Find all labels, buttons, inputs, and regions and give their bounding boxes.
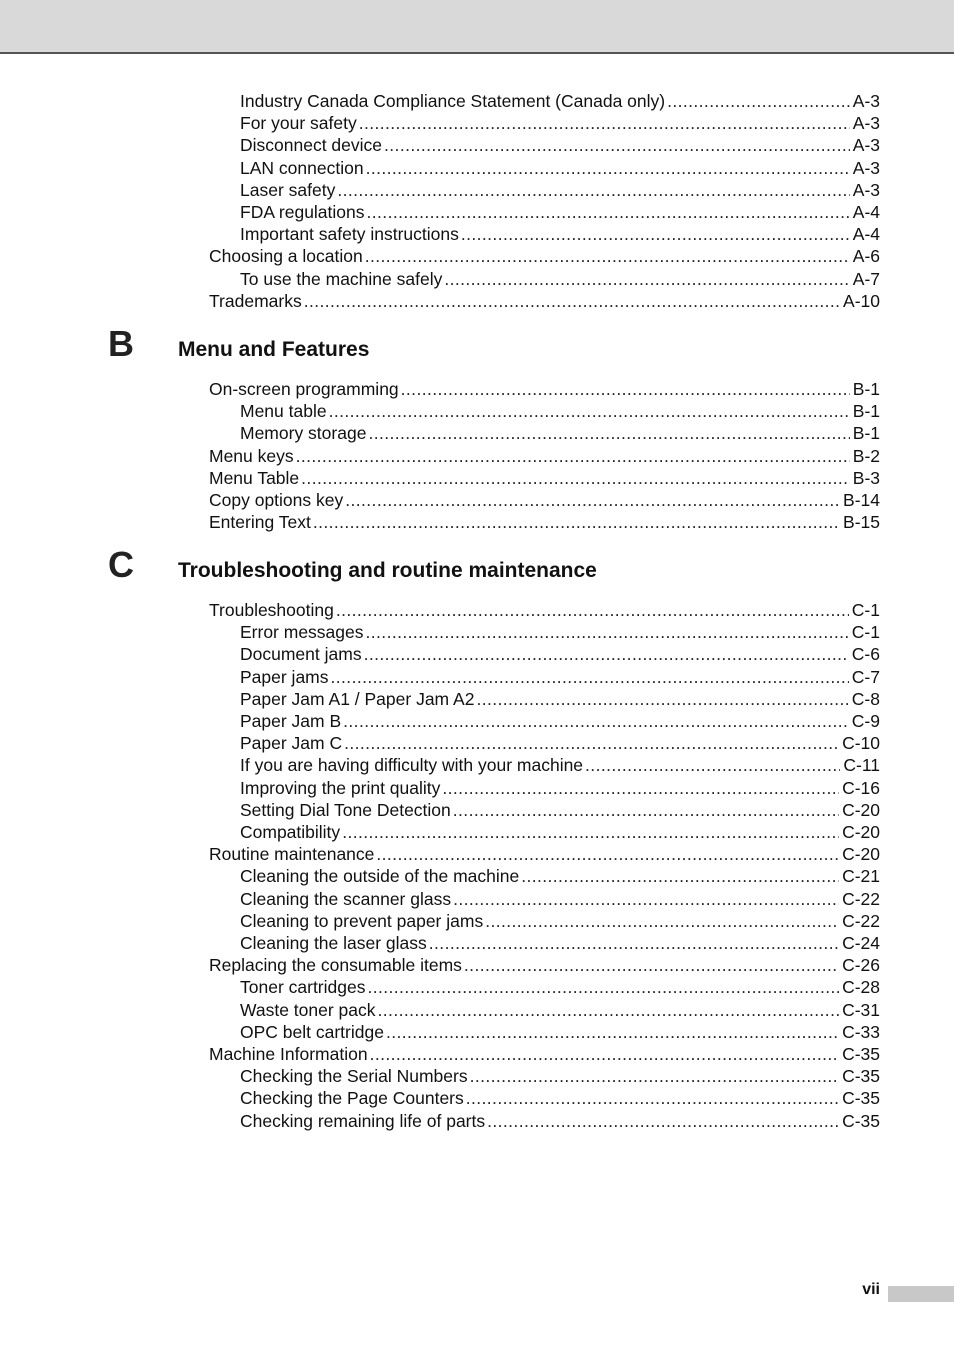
toc-entry-title: Replacing the consumable items	[209, 955, 462, 975]
dot-leader	[336, 599, 849, 621]
toc-entry[interactable]	[240, 643, 880, 665]
toc-entry-page: B-14	[843, 490, 880, 510]
toc-entry[interactable]	[240, 777, 880, 799]
toc-entry-page: C-7	[851, 667, 880, 687]
toc-entry-title: OPC belt cartridge	[240, 1022, 384, 1042]
toc-entry[interactable]	[209, 511, 880, 533]
toc-entry-page: C-8	[851, 689, 880, 709]
toc-entry-page: A-4	[852, 202, 880, 222]
toc-entry-page: A-6	[852, 246, 880, 266]
toc-entry[interactable]	[240, 268, 880, 290]
toc-entry-page: C-24	[842, 933, 880, 953]
dot-leader	[359, 112, 850, 134]
page-edge-tab	[888, 1286, 954, 1302]
toc-entry-title: LAN connection	[240, 158, 364, 178]
toc-entry[interactable]	[240, 754, 880, 776]
toc-entry[interactable]	[240, 976, 880, 998]
section-title: Menu and Features	[178, 338, 370, 361]
dot-leader	[470, 1065, 839, 1087]
dot-leader	[301, 467, 850, 489]
toc-entry[interactable]	[209, 843, 880, 865]
toc-entry[interactable]	[240, 710, 880, 732]
dot-leader	[376, 843, 839, 865]
dot-leader	[313, 511, 840, 533]
dot-leader	[667, 90, 850, 112]
dot-leader	[337, 179, 849, 201]
toc-entry-title: Menu Table	[209, 468, 300, 488]
dot-leader	[444, 268, 849, 290]
toc-entry[interactable]	[240, 999, 880, 1021]
section-letter: B	[108, 323, 134, 364]
dot-leader	[429, 932, 839, 954]
toc-entry-title: Cleaning the outside of the machine	[240, 866, 520, 886]
toc-entry-page: C-35	[842, 1044, 880, 1064]
toc-entry-page: B-2	[852, 446, 880, 466]
toc-entry-title: Machine Information	[209, 1044, 368, 1064]
toc-entry[interactable]	[209, 445, 880, 467]
toc-entry-page: C-11	[843, 755, 880, 775]
toc-entry-title: Waste toner pack	[240, 1000, 376, 1020]
toc-entry-page: A-3	[852, 158, 880, 178]
dot-leader	[585, 754, 840, 776]
toc-entry-page: C-22	[842, 911, 880, 931]
toc-entry-page: B-3	[852, 468, 880, 488]
toc-entry[interactable]	[209, 599, 880, 621]
toc-entry-page: C-20	[842, 844, 880, 864]
toc-entry[interactable]	[209, 954, 880, 976]
toc-entry-page: B-1	[852, 401, 880, 421]
toc-entry-page: A-3	[852, 91, 880, 111]
toc-entry-title: Document jams	[240, 644, 362, 664]
dot-leader	[401, 378, 850, 400]
toc-entry-page: C-20	[842, 800, 880, 820]
toc-entry-page: C-1	[851, 600, 880, 620]
dot-leader	[366, 157, 850, 179]
toc-entry[interactable]	[240, 179, 880, 201]
toc-entry-title: Trademarks	[209, 291, 302, 311]
toc-entry-page: B-1	[852, 423, 880, 443]
toc-entry-title: Menu keys	[209, 446, 294, 466]
page-number: vii	[862, 1281, 880, 1298]
toc-entry-title: Improving the print quality	[240, 778, 441, 798]
section-title: Troubleshooting and routine maintenance	[178, 559, 597, 582]
toc-entry[interactable]	[240, 1087, 880, 1109]
dot-leader	[331, 666, 849, 688]
toc-entry[interactable]	[209, 378, 880, 400]
toc-entry[interactable]	[240, 157, 880, 179]
toc-entry-page: C-21	[842, 866, 880, 886]
toc-entry-page: C-35	[842, 1066, 880, 1086]
toc-entry[interactable]	[240, 1065, 880, 1087]
dot-leader	[453, 799, 839, 821]
toc-entry-title: Copy options key	[209, 490, 344, 510]
toc-entry-title: Choosing a location	[209, 246, 363, 266]
toc-entry[interactable]	[240, 112, 880, 134]
toc-entry[interactable]	[240, 90, 880, 112]
dot-leader	[384, 134, 850, 156]
toc-entry-title: Cleaning the scanner glass	[240, 889, 452, 909]
toc-entry[interactable]	[240, 732, 880, 754]
header-band	[0, 0, 954, 54]
dot-leader	[342, 821, 839, 843]
toc-entry[interactable]	[240, 888, 880, 910]
dot-leader	[304, 290, 840, 312]
toc-entry-page: C-26	[842, 955, 880, 975]
toc-entry-title: Troubleshooting	[209, 600, 334, 620]
toc-entry-title: Checking remaining life of parts	[240, 1111, 486, 1131]
dot-leader	[345, 489, 840, 511]
toc-entry-title: Cleaning the laser glass	[240, 933, 427, 953]
dot-leader	[487, 1110, 839, 1132]
toc-entry[interactable]	[240, 688, 880, 710]
toc-entry[interactable]	[240, 223, 880, 245]
dot-leader	[368, 422, 849, 444]
toc-entry-page: B-15	[843, 512, 880, 532]
toc-entry-title: If you are having difficulty with your machine	[240, 755, 584, 775]
toc-entry[interactable]	[240, 865, 880, 887]
toc-entry-title: Setting Dial Tone Detection	[240, 800, 451, 820]
dot-leader	[461, 223, 850, 245]
toc-entry[interactable]	[209, 489, 880, 511]
toc-entry-title: Compatibility	[240, 822, 341, 842]
toc-entry-title: FDA regulations	[240, 202, 365, 222]
toc-entry-page: A-3	[852, 135, 880, 155]
dot-leader	[378, 999, 840, 1021]
toc-entry-title: Paper Jam C	[240, 733, 343, 753]
dot-leader	[343, 710, 849, 732]
dot-leader	[442, 777, 839, 799]
toc-entry-title: Industry Canada Compliance Statement (Canada only)	[240, 91, 666, 111]
toc-entry[interactable]	[240, 422, 880, 444]
dot-leader	[485, 910, 839, 932]
dot-leader	[476, 688, 848, 710]
toc-entry-title: To use the machine safely	[240, 269, 443, 289]
toc-entry[interactable]	[240, 821, 880, 843]
dot-leader	[296, 445, 850, 467]
toc-entry[interactable]	[240, 910, 880, 932]
toc-entry[interactable]	[240, 134, 880, 156]
section-letter: C	[108, 544, 134, 585]
toc-entry-page: B-1	[852, 379, 880, 399]
toc-entry[interactable]	[209, 1043, 880, 1065]
toc-entry-page: C-22	[842, 889, 880, 909]
toc-entry-title: Toner cartridges	[240, 977, 366, 997]
toc-entry[interactable]	[209, 290, 880, 312]
dot-leader	[364, 643, 849, 665]
toc-entry-title: On-screen programming	[209, 379, 399, 399]
toc-entry-page: C-10	[842, 733, 880, 753]
toc-entry[interactable]	[240, 201, 880, 223]
toc-entry[interactable]	[240, 799, 880, 821]
toc-entry[interactable]	[209, 245, 880, 267]
dot-leader	[521, 865, 839, 887]
toc-entry-page: C-35	[842, 1111, 880, 1131]
toc-entry[interactable]	[240, 1021, 880, 1043]
dot-leader	[366, 621, 849, 643]
toc-entry[interactable]	[240, 932, 880, 954]
toc-entry-page: C-1	[851, 622, 880, 642]
dot-leader	[466, 1087, 839, 1109]
toc-entry-page: A-3	[852, 113, 880, 133]
toc-entry-page: C-16	[842, 778, 880, 798]
dot-leader	[453, 888, 839, 910]
dot-leader	[370, 1043, 840, 1065]
toc-entry-title: Disconnect device	[240, 135, 383, 155]
toc-entry-title: Important safety instructions	[240, 224, 459, 244]
dot-leader	[367, 976, 839, 998]
toc-entry-page: C-20	[842, 822, 880, 842]
toc-entry[interactable]	[209, 467, 880, 489]
dot-leader	[365, 245, 850, 267]
dot-leader	[367, 201, 850, 223]
toc-entry[interactable]	[240, 400, 880, 422]
toc-entry-title: For your safety	[240, 113, 357, 133]
toc-entry-title: Routine maintenance	[209, 844, 375, 864]
toc-entry-title: Paper jams	[240, 667, 329, 687]
toc-entry-title: Menu table	[240, 401, 327, 421]
toc-entry-title: Paper Jam B	[240, 711, 342, 731]
toc-entry-title: Cleaning to prevent paper jams	[240, 911, 484, 931]
toc-entry-title: Memory storage	[240, 423, 367, 443]
toc-entry-page: A-4	[852, 224, 880, 244]
toc-entry-title: Paper Jam A1 / Paper Jam A2	[240, 689, 475, 709]
toc-entry-page: A-7	[852, 269, 880, 289]
toc-entry-page: C-9	[851, 711, 880, 731]
dot-leader	[386, 1021, 839, 1043]
toc-entry-page: C-31	[842, 1000, 880, 1020]
toc-entry-page: C-35	[842, 1088, 880, 1108]
toc-entry-title: Error messages	[240, 622, 364, 642]
toc-entry-page: A-3	[852, 180, 880, 200]
toc-entry[interactable]	[240, 621, 880, 643]
toc-entry-title: Checking the Serial Numbers	[240, 1066, 468, 1086]
toc-entry-title: Checking the Page Counters	[240, 1088, 464, 1108]
toc-entry[interactable]	[240, 666, 880, 688]
dot-leader	[464, 954, 839, 976]
toc-entry-page: C-6	[851, 644, 880, 664]
toc-entry[interactable]	[240, 1110, 880, 1132]
toc-entry-page: A-10	[843, 291, 880, 311]
dot-leader	[329, 400, 850, 422]
toc-entry-page: C-33	[842, 1022, 880, 1042]
dot-leader	[344, 732, 839, 754]
toc-entry-title: Entering Text	[209, 512, 311, 532]
toc-entry-title: Laser safety	[240, 180, 336, 200]
toc-entry-page: C-28	[842, 977, 880, 997]
